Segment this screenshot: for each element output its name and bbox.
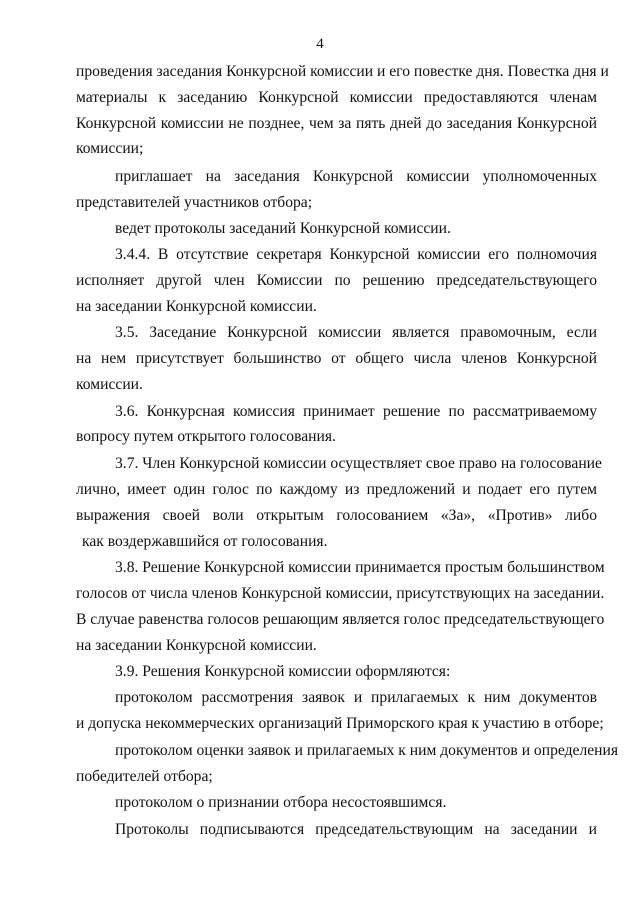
text-line: 3.4.4. В отсутствие секретаря Конкурсной комиссии его полномочия bbox=[115, 246, 597, 263]
page-number: 4 bbox=[316, 36, 324, 52]
text-line: представителей участников отбора; bbox=[76, 194, 313, 211]
text-line: на заседании Конкурсной комиссии. bbox=[76, 637, 317, 654]
text-line: протоколом о признании отбора несостоявшимся. bbox=[115, 794, 447, 811]
text-line: материалы к заседанию Конкурсной комиссии предоставляются членам bbox=[76, 89, 597, 106]
text-line: вопросу путем открытого голосования. bbox=[76, 428, 336, 445]
text-line: проведения заседания Конкурсной комиссии и его повестке дня. Повестка дня и bbox=[76, 63, 609, 80]
text-line: победителей отбора; bbox=[76, 768, 213, 785]
text-line: комиссии. bbox=[76, 376, 143, 393]
text-line: на заседании Конкурсной комиссии. bbox=[76, 298, 317, 315]
text-line: исполняет другой член Комиссии по решению председательствующего bbox=[76, 272, 597, 289]
text-line: лично, имеет один голос по каждому из предложений и подает его путем bbox=[76, 481, 597, 498]
text-line: протоколом рассмотрения заявок и прилагаемых к ним документов bbox=[115, 689, 597, 706]
text-line: протоколом оценки заявок и прилагаемых к ним документов и определения bbox=[115, 742, 619, 759]
text-line: В случае равенства голосов решающим является голос председательствующего bbox=[76, 611, 605, 628]
text-line: ведет протоколы заседаний Конкурсной комиссии. bbox=[115, 220, 451, 237]
text-line: выражения своей воли открытым голосованием «За», «Против» либо bbox=[76, 507, 597, 524]
text-line: 3.5. Заседание Конкурсной комиссии является правомочным, если bbox=[115, 324, 597, 341]
text-line: как воздержавшийся от голосования. bbox=[82, 533, 328, 550]
text-line: 3.8. Решение Конкурсной комиссии принимается простым большинством bbox=[115, 559, 605, 576]
text-line: 3.9. Решения Конкурсной комиссии оформляются: bbox=[115, 663, 451, 680]
text-line: Конкурсной комиссии не позднее, чем за пять дней до заседания Конкурсной bbox=[76, 115, 597, 132]
text-line: 3.6. Конкурсная комиссия принимает решение по рассматриваемому bbox=[115, 403, 597, 420]
text-line: голосов от числа членов Конкурсной комиссии, присутствующих на заседании. bbox=[76, 585, 605, 602]
text-line: Протоколы подписываются председательствующим на заседании и bbox=[115, 821, 597, 838]
text-line: комиссии; bbox=[76, 140, 144, 157]
text-line: 3.7. Член Конкурсной комиссии осуществляет свое право на голосование bbox=[115, 455, 602, 472]
text-line: на нем присутствует большинство от общего числа членов Конкурсной bbox=[76, 350, 597, 367]
text-line: приглашает на заседания Конкурсной комиссии уполномоченных bbox=[115, 168, 597, 185]
text-line: и допуска некоммерческих организаций Приморского края к участию в отборе; bbox=[76, 715, 604, 732]
